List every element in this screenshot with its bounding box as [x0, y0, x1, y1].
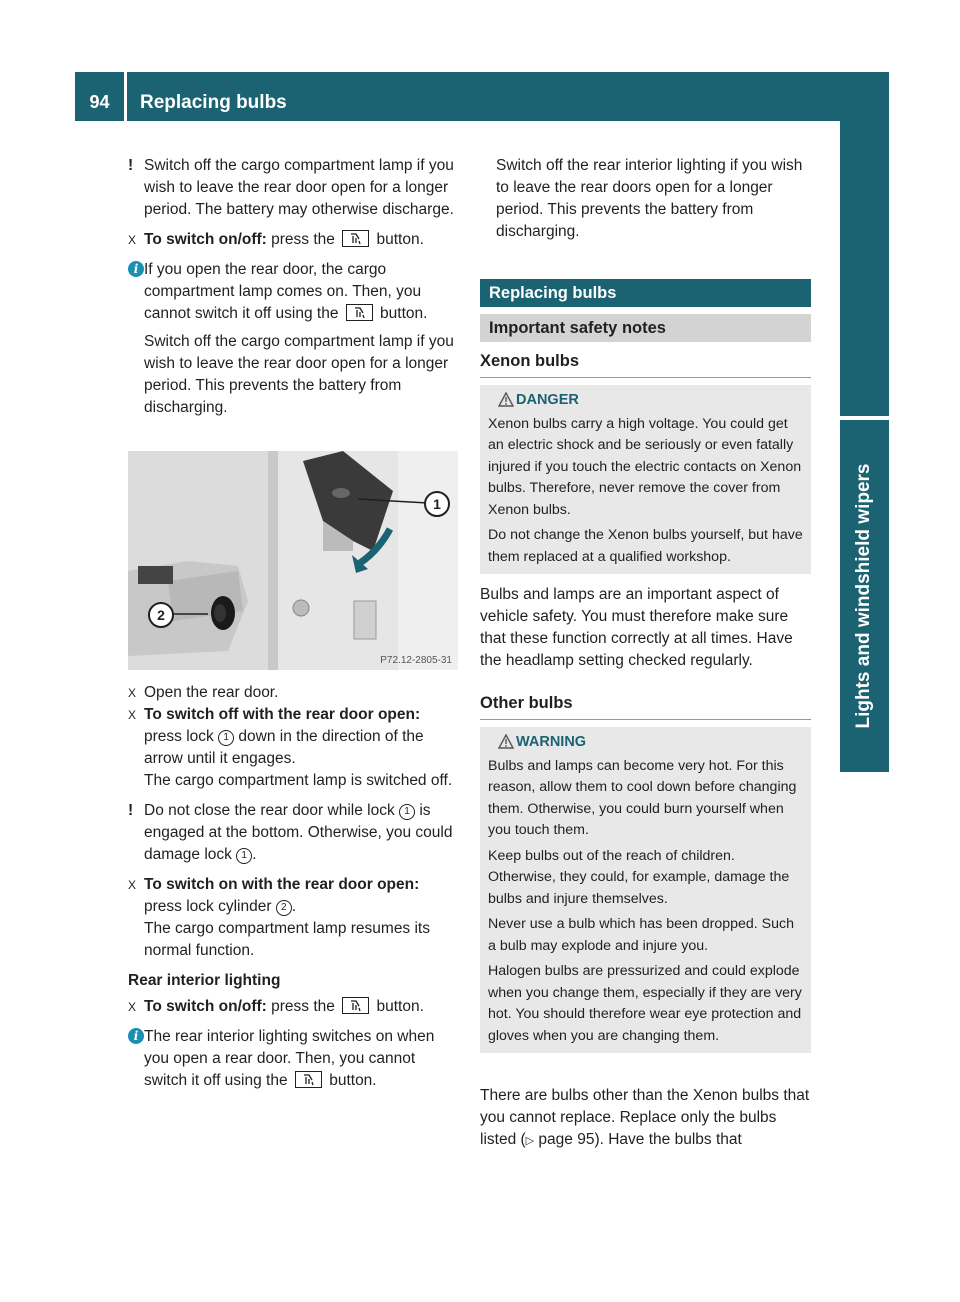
step-switch-on-off	[128, 229, 462, 251]
info-text-2: Switch off the cargo compartment lamp if you wish to leave the rear door open for a longer period. This prevents the battery from discharging.	[144, 333, 454, 416]
paragraph-text: There are bulbs other than the Xenon bulbs that you cannot replace. Replace only the bulbs listed (	[480, 1087, 810, 1148]
step-result: The cargo compartment lamp is switched off.	[144, 772, 453, 789]
note-text-3: .	[252, 846, 257, 863]
info-text-end: button.	[375, 305, 428, 322]
step-text-2: .	[291, 898, 297, 915]
warning-text-2: Keep bulbs out of the reach of children. Otherwise, they could, for example, damage the bulbs and injure themselves.	[488, 847, 790, 907]
info-text: The rear interior lighting switches on when you open a rear door. Then, you cannot switch it off using the	[144, 1028, 435, 1089]
step-text: Open the rear door.	[144, 684, 279, 701]
info-icon: i	[128, 1028, 144, 1044]
step-label: To switch on/off:	[144, 998, 267, 1015]
info-text-end: button.	[324, 1072, 377, 1089]
callout-1: 1	[424, 491, 450, 517]
header-divider	[124, 72, 127, 121]
info-icon: i	[128, 261, 144, 277]
step-label: To switch on/off:	[144, 231, 267, 248]
lock-figure	[128, 451, 458, 670]
warning-triangle-icon	[498, 392, 514, 407]
danger-title: DANGER	[516, 392, 579, 408]
side-block	[840, 121, 889, 416]
step-open-door	[128, 682, 462, 704]
info-text: If you open the rear door, the cargo compartment lamp comes on. Then, you cannot switch it off using the	[144, 261, 422, 322]
danger-text-2: Do not change the Xenon bulbs yourself, but have them replaced at a qualified workshop.	[488, 527, 803, 565]
warning-box	[480, 727, 811, 1053]
step-result: The cargo compartment lamp resumes its normal function.	[144, 920, 430, 959]
danger-heading	[488, 390, 803, 412]
warning-text-1: Bulbs and lamps can become very hot. For this reason, allow them to cool down before changing them. Otherwise, you could burn yourself when you touch them.	[488, 757, 797, 838]
continued-text: Switch off the rear interior lighting if you wish to leave the rear doors open for a longer period. This prevents the battery from discharging.	[496, 157, 803, 240]
callout-ref-1: 1	[218, 730, 234, 746]
info-rear-lighting	[128, 1026, 462, 1092]
page-number: 94	[89, 92, 110, 112]
warning-heading	[488, 732, 803, 754]
warning-triangle-icon	[498, 734, 514, 749]
note-lock	[128, 800, 462, 866]
step-text: press the	[266, 231, 340, 248]
step-label: To switch on with the rear door open:	[144, 876, 420, 893]
step-marker: X	[128, 686, 137, 700]
lamp-button-icon	[342, 230, 369, 247]
callout-ref-2: 2	[276, 900, 292, 916]
paragraph-other-bulbs	[480, 1085, 812, 1152]
section-bar-safety-notes: Important safety notes	[480, 314, 811, 342]
step-marker: X	[128, 878, 137, 892]
step-marker: X	[128, 708, 137, 722]
note-text-2: is engaged at the bottom. Otherwise, you could damage lock	[144, 802, 453, 863]
figure-code: P72.12-2805-31	[380, 655, 452, 666]
info-rear-door	[128, 259, 462, 419]
left-column-bottom	[128, 682, 462, 1092]
step-rear-switch	[128, 996, 462, 1018]
note-text: Do not close the rear door while lock	[144, 802, 400, 819]
step-label: To switch off with the rear door open:	[144, 706, 421, 723]
step-text-2: down in the direction of the arrow until it engages.	[144, 728, 424, 767]
danger-text-1: Xenon bulbs carry a high voltage. You could get an electric shock and be seriously or even fatally injured if you touch the electric contacts on Xenon bulbs. Therefore, never remove the cover from Xenon bulbs.	[488, 415, 802, 518]
note-battery	[128, 155, 462, 221]
chapter-tab-label: Lights and windshield wipers	[853, 463, 874, 729]
step-marker: X	[128, 233, 137, 247]
note-text: Switch off the cargo compartment lamp if you wish to leave the rear door open for a longer period. The battery may otherwise discharge.	[144, 157, 454, 218]
page-title: Replacing bulbs	[140, 92, 287, 113]
note-marker: !	[128, 802, 134, 819]
page-ref-arrow-icon: ▷	[525, 1135, 535, 1147]
lamp-button-icon	[346, 304, 373, 321]
note-marker: !	[128, 157, 134, 174]
callout-ref-1: 1	[236, 848, 252, 864]
section-bar-replacing-bulbs: Replacing bulbs	[480, 279, 811, 307]
callout-2: 2	[148, 602, 174, 628]
step-text-end: button.	[372, 998, 424, 1015]
step-marker: X	[128, 1000, 137, 1014]
step-text: press lock	[144, 728, 219, 745]
danger-box	[480, 385, 811, 574]
callout-ref-1: 1	[399, 804, 415, 820]
step-text: press the	[266, 998, 340, 1015]
step-switch-on	[128, 874, 462, 962]
paragraph-bulbs-safety: Bulbs and lamps are an important aspect of vehicle safety. You must therefore make sure that these function correctly at all times. Have the headlamp setting checked regularly.	[480, 586, 793, 669]
subheading-rear-lighting: Rear interior lighting	[128, 972, 281, 989]
step-switch-off	[128, 704, 462, 792]
warning-text-3: Never use a bulb which has been dropped. Such a bulb may explode and injure you.	[488, 916, 795, 954]
warning-title: WARNING	[516, 734, 587, 750]
heading-other-bulbs: Other bulbs	[480, 694, 811, 720]
heading-xenon-bulbs: Xenon bulbs	[480, 352, 811, 378]
step-text-end: button.	[372, 231, 424, 248]
warning-text-4: Halogen bulbs are pressurized and could explode when you change them, especially if they are very hot. You should therefore wear eye protection and gloves when you are changing them.	[488, 963, 802, 1044]
lamp-button-icon	[342, 997, 369, 1014]
lock-illustration	[128, 451, 458, 670]
lamp-button-icon	[295, 1071, 322, 1088]
step-text: press lock cylinder	[144, 898, 276, 915]
page-ref-link[interactable]: page 95). Have the bulbs that	[534, 1131, 742, 1148]
left-column-top	[128, 155, 462, 419]
